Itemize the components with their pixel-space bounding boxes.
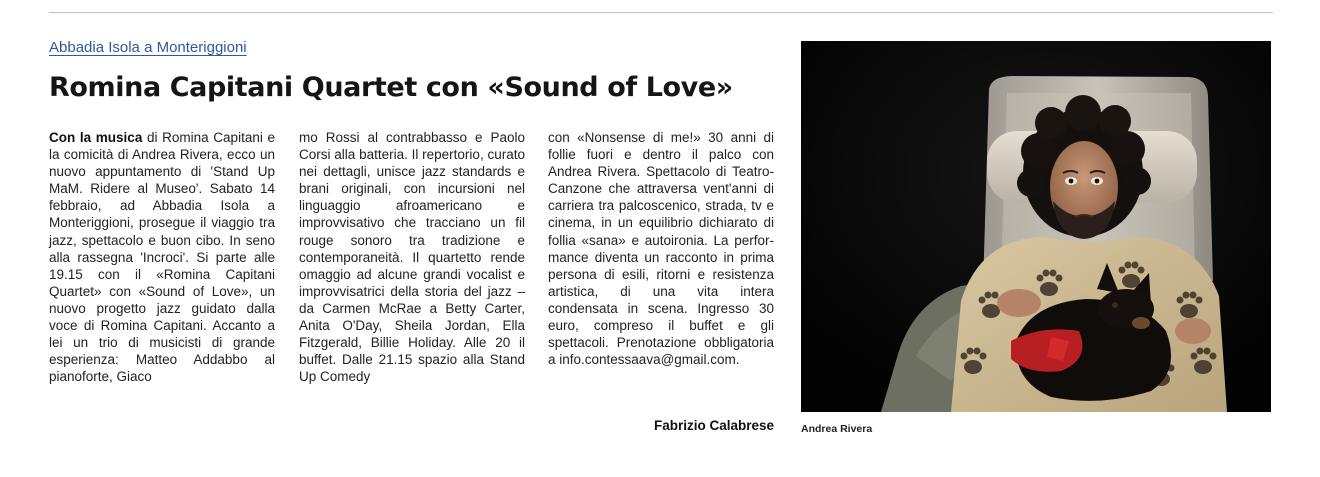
photo-caption: Andrea Rivera (801, 423, 873, 435)
column-2-text: mo Rossi al contrabbasso e Paolo Corsi alla batteria. Il repertorio, curato nei dettagli, unisce jazz standards e brani originali, con incursioni nel linguaggio afroamericano e improvvisativo che tracciano un fil rouge sonoro tra tradizione e contemporaneità. Il quartetto rende omaggio ad alcune grandi vocalist e improvvisatrici della storia del jazz – da Carmen McRae a Betty Carter, Anita O'Day, Sheila Jordan, Ella Fitzgerald, Billie Holiday. Alle 20 il buffet. Dalle 21.15 spazio alla Stand Up Comedy (299, 130, 525, 385)
lead-in: Con la musica (49, 130, 143, 145)
author-byline: Fabrizio Calabrese (653, 418, 774, 433)
article-column-1 (49, 129, 275, 385)
column-3-text: con «Nonsense di me!» 30 anni di follie fuori e dentro il palco con Andrea Rivera. Spettacolo di Teatro-Canzone che attraversa vent'anni di carriera tra palcoscenico, strada, tv e cinema, in un equilibrio dichiarato di follia «sana» e autoironia. La performance diventa un racconto in prima persona di esili, ritorni e resistenza artistica, di una vita intera condensata in scena. Ingresso 30 euro, compreso il buffet e gli spettacoli. Prenotazione obbligatoria a info.contessaava@gmail.com. (548, 130, 774, 368)
article-photo (801, 41, 1271, 412)
column-1-text: di Romina Capitani e la comicità di Andrea Rivera, ecco un nuovo appuntamento di 'Stand Up MaM. Ridere al Museo'. Sabato 14 febbraio, ad Abbadia Isola a Monteriggioni, prosegue il viaggio tra jazz, spettacolo e buon cibo. In seno alla rassegna 'Incroci'. Si parte alle 19.15 con il «Romina Capitani Quartet» con «Sound of Love», un nuovo progetto jazz guidato dalla voce di Romina Capitani. Accanto a lei un trio di musicisti di grande esperienza: Matteo Addabbo al pianoforte, Giaco (49, 130, 275, 385)
section-kicker[interactable]: Abbadia Isola a Monteriggioni (49, 39, 247, 56)
article-column-2 (299, 129, 525, 385)
top-divider (49, 12, 1273, 13)
photo-illustration (801, 41, 1271, 412)
article-column-3 (548, 129, 774, 368)
article-headline: Romina Capitani Quartet con «Sound of Love» (49, 72, 733, 103)
